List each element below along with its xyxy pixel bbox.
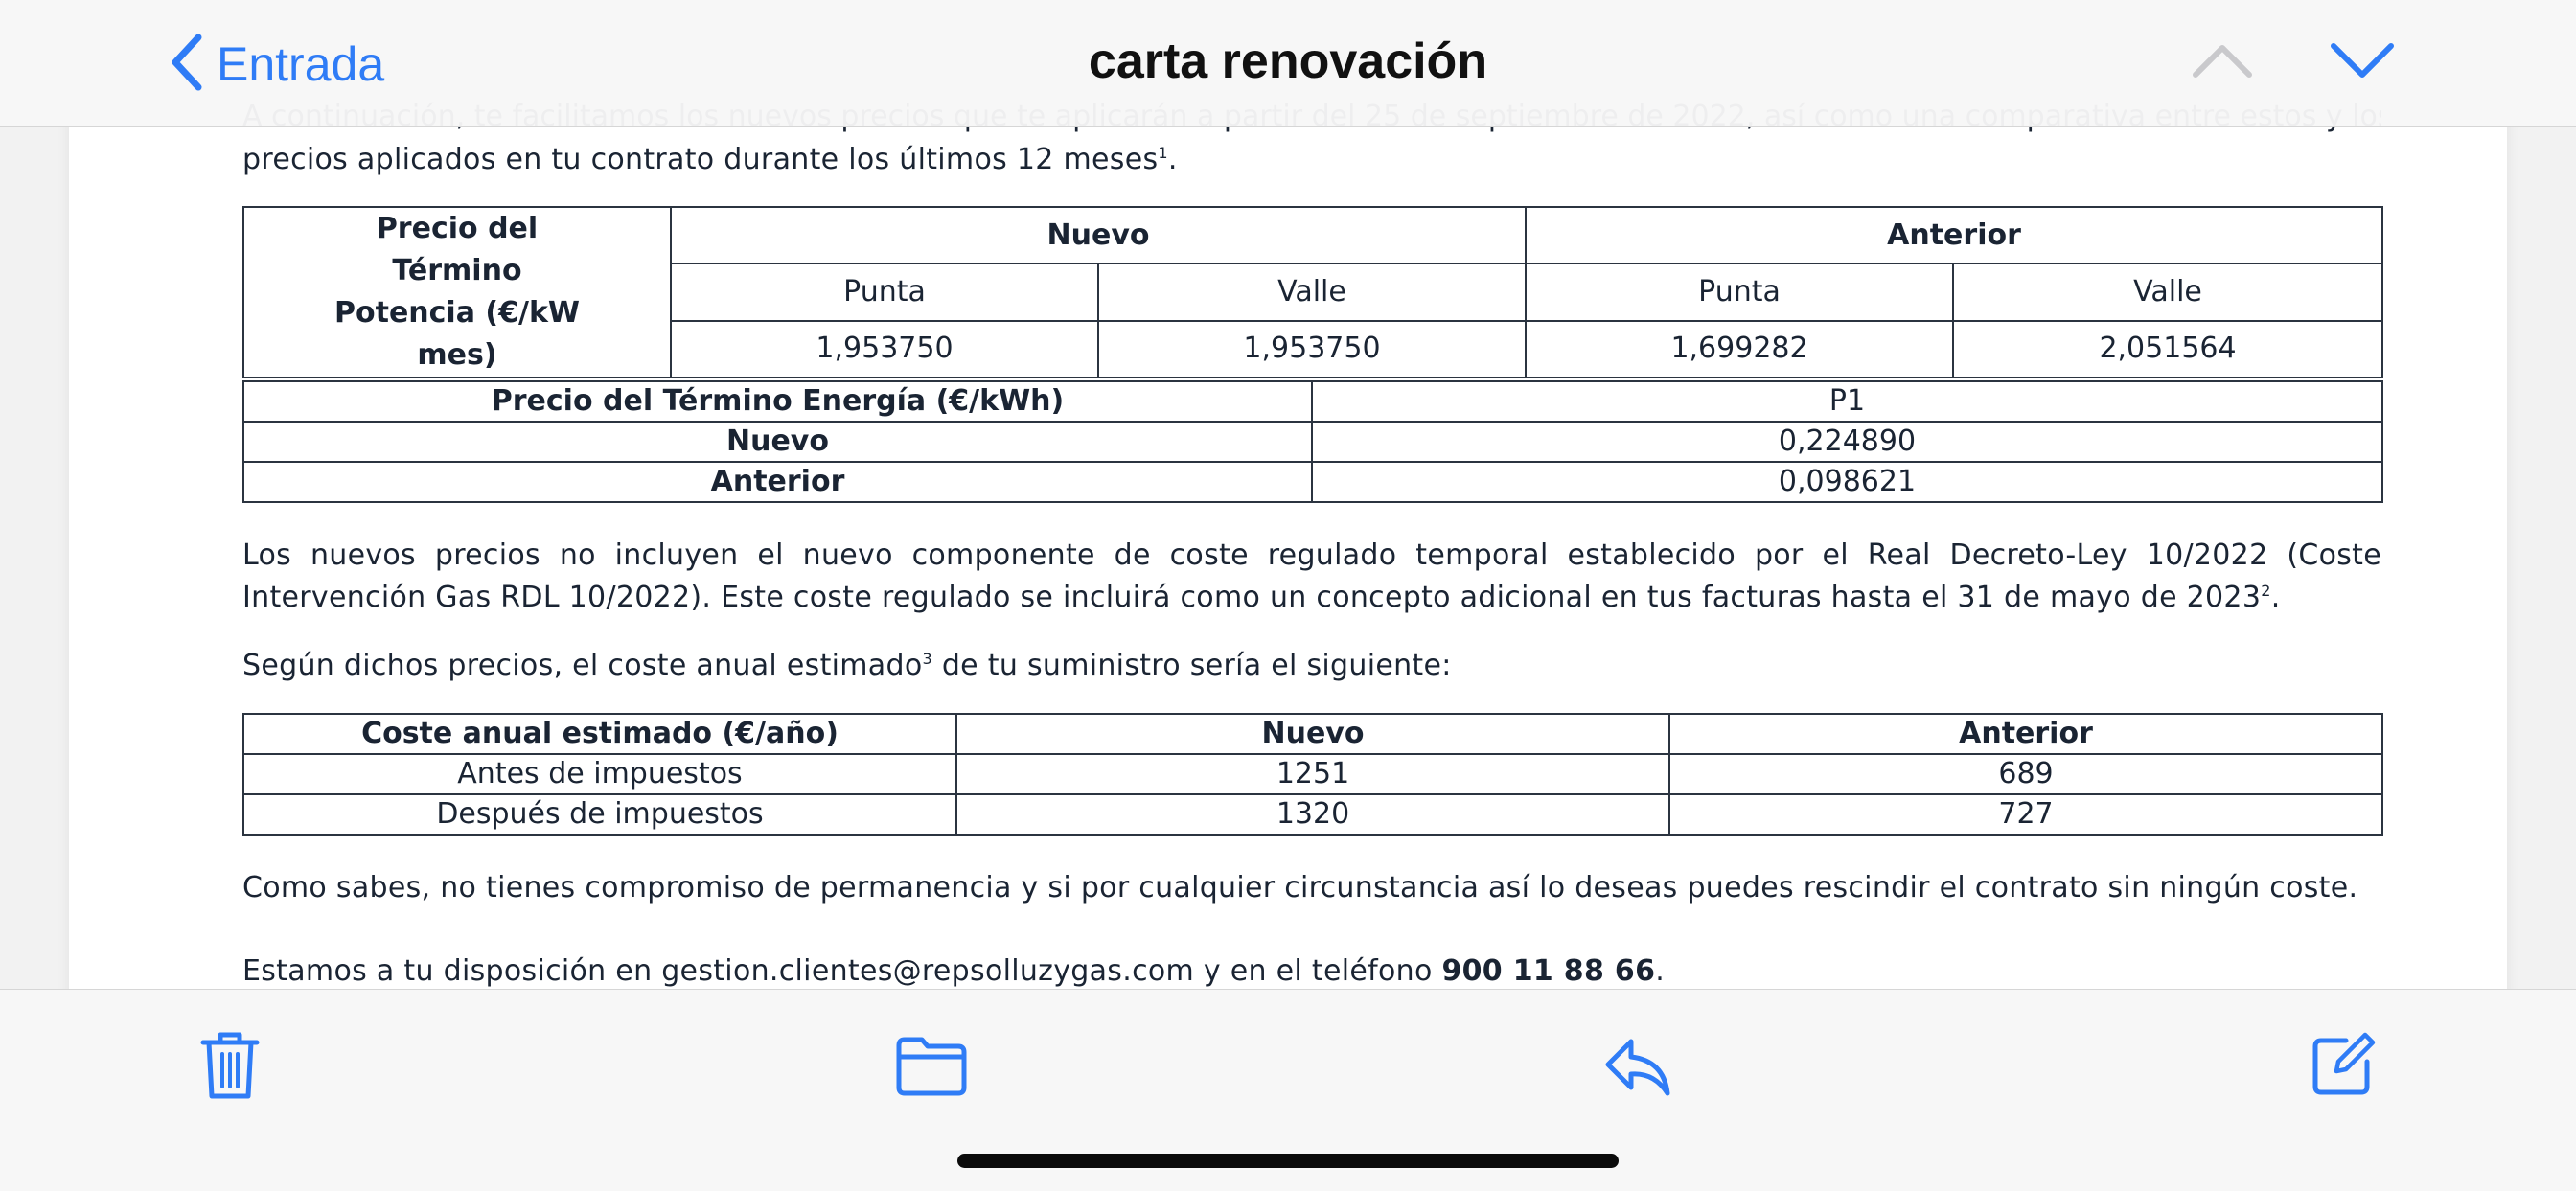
energy-row-label: Nuevo — [243, 422, 1312, 462]
energy-row-label: Anterior — [243, 462, 1312, 502]
chevron-up-icon — [2191, 66, 2254, 84]
cost-header: Nuevo — [956, 714, 1669, 754]
trash-icon — [199, 1088, 261, 1106]
regulated-text: Los nuevos precios no incluyen el nuevo componente de coste regulado temporal establecido por el Real Decreto-Ley 10/2022 (Coste Intervención Gas RDL 10/2022). Este coste regulado se incluirá como un concepto adicional en tus facturas hasta el 31 de mayo de 2023 — [242, 538, 2381, 614]
delete-button[interactable] — [199, 1029, 261, 1106]
reply-icon — [1602, 1085, 1673, 1103]
contact-paragraph — [242, 951, 2381, 993]
power-value-valle-old: 2,051564 — [1953, 321, 2382, 378]
energy-price-table — [242, 380, 2383, 503]
email-body[interactable] — [69, 0, 2507, 1054]
chevron-down-icon — [2329, 68, 2396, 86]
previous-message-button[interactable] — [2191, 40, 2254, 84]
home-indicator[interactable] — [957, 1154, 1619, 1168]
energy-row-value: 0,224890 — [1312, 422, 2382, 462]
estimate-text: Según dichos precios, el coste anual estimado — [242, 649, 923, 682]
energy-header-period: P1 — [1312, 381, 2382, 422]
power-row-header: Precio del Término Potencia (€/kW mes) — [243, 207, 671, 378]
cost-header: Anterior — [1669, 714, 2382, 754]
compose-button[interactable] — [2310, 1031, 2377, 1102]
phone-number[interactable]: 900 11 88 66 — [1441, 954, 1656, 988]
energy-header-label: Precio del Término Energía (€/kWh) — [243, 381, 1312, 422]
regulated-cost-paragraph — [242, 535, 2381, 619]
power-value-punta-new: 1,953750 — [671, 321, 1098, 378]
energy-row-value: 0,098621 — [1312, 462, 2382, 502]
power-value-valle-new: 1,953750 — [1098, 321, 1526, 378]
power-price-table — [242, 206, 2383, 378]
power-sub-punta-old: Punta — [1526, 263, 1953, 320]
move-to-folder-button[interactable] — [895, 1036, 968, 1101]
contact-end: . — [1655, 954, 1666, 988]
estimate-paragraph — [242, 645, 2381, 687]
table-row — [243, 794, 2382, 835]
power-sub-valle-old: Valle — [1953, 263, 2382, 320]
intro-paragraph — [242, 139, 2381, 181]
reply-button[interactable] — [1602, 1036, 1673, 1103]
power-group-new: Nuevo — [671, 207, 1526, 263]
next-message-button[interactable] — [2329, 38, 2396, 86]
footnote-1: 1 — [1158, 144, 1168, 162]
intro-text: precios aplicados en tu contrato durante los últimos 12 meses — [242, 143, 1159, 176]
page-title: carta renovación — [1088, 34, 1488, 89]
permanence-paragraph: Como sabes, no tienes compromiso de permanencia y si por cualquier circunstancia así lo deseas puedes rescindir el contrato sin ningún coste. — [242, 871, 2358, 905]
table-row — [243, 754, 2382, 794]
cost-value-old: 689 — [1669, 754, 2382, 794]
cost-row-label: Después de impuestos — [243, 794, 956, 835]
folder-icon — [895, 1083, 968, 1101]
back-label: Entrada — [217, 37, 385, 91]
cost-value-new: 1320 — [956, 794, 1669, 835]
compose-icon — [2310, 1084, 2377, 1102]
power-group-old: Anterior — [1526, 207, 2382, 263]
footnote-2: 2 — [2261, 582, 2271, 600]
power-sub-valle-new: Valle — [1098, 263, 1526, 320]
estimate-end: de tu suministro sería el siguiente: — [932, 649, 1452, 682]
cost-value-old: 727 — [1669, 794, 2382, 835]
regulated-end: . — [2270, 581, 2281, 614]
power-sub-punta-new: Punta — [671, 263, 1098, 320]
footnote-3: 3 — [922, 650, 932, 668]
annual-cost-table — [242, 713, 2383, 836]
navigation-bar — [0, 0, 2576, 127]
cost-value-new: 1251 — [956, 754, 1669, 794]
power-value-punta-old: 1,699282 — [1526, 321, 1953, 378]
cost-header: Coste anual estimado (€/año) — [243, 714, 956, 754]
contact-text: Estamos a tu disposición en gestion.clientes@repsolluzygas.com y en el teléfono — [242, 954, 1442, 988]
cost-row-label: Antes de impuestos — [243, 754, 956, 794]
intro-end: . — [1167, 143, 1178, 176]
